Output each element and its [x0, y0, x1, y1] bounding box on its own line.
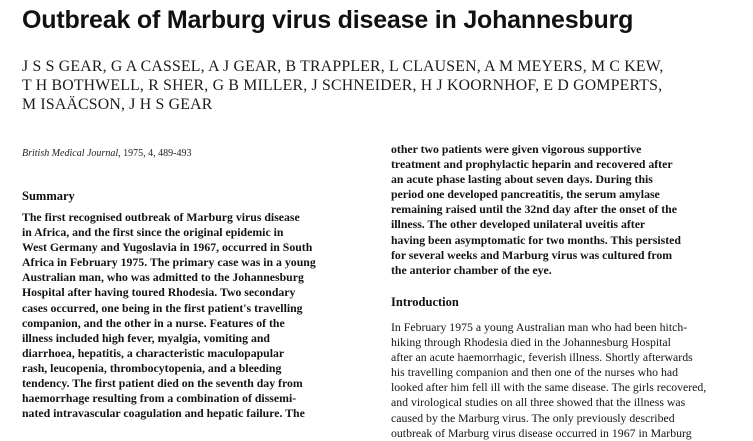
summary-heading: Summary [22, 189, 75, 203]
text-line: an acute phase lasting about seven days. During this [391, 172, 653, 187]
text-line: companion, and the other in a nurse. Features of the [22, 315, 285, 330]
introduction-heading: Introduction [391, 295, 459, 309]
text-line: Africa in February 1975. The primary case was in a young [22, 255, 316, 270]
text-line: The first recognised outbreak of Marburg virus disease [22, 210, 300, 224]
text-line: treatment and prophylactic heparin and recovered after [391, 157, 673, 172]
author-line: J S S GEAR, G A CASSEL, A J GEAR, B TRAPPLER, L CLAUSEN, A M MEYERS, M C KEW, [22, 58, 664, 75]
author-list [22, 57, 732, 114]
text-line: outbreak of Marburg virus disease occurred in 1967 in Marburg [391, 425, 692, 440]
author-line: T H BOTHWELL, R SHER, G B MILLER, J SCHNEIDER, H J KOORNHOF, E D GOMPERTS, [22, 77, 663, 94]
text-line: haemorrhage resulting from a combination of dissemi- [22, 391, 297, 406]
journal-name: British Medical Journal [22, 148, 119, 159]
text-line: the anterior chamber of the eye. [391, 262, 552, 277]
introduction-paragraph [391, 320, 733, 441]
text-line: illness. The other developed unilateral uveitis after [391, 217, 646, 232]
text-line: nated intravascular coagulation and hepatic failure. The [22, 406, 305, 421]
text-line: cases occurred, one being in the first patient's travelling [22, 300, 303, 315]
article-title: Outbreak of Marburg virus disease in Johannesburg [22, 6, 634, 34]
text-line: illness included high fever, myalgia, vomiting and [22, 330, 270, 345]
text-line: other two patients were given vigorous supportive [391, 142, 642, 156]
text-line: after an acute haemorrhagic, feverish illness. Shortly afterwards [391, 350, 693, 365]
text-line: remaining raised until the 32nd day after the onset of the [391, 202, 677, 217]
text-line: Hospital after having toured Rhodesia. Two secondary [22, 285, 296, 300]
text-line: hiking through Rhodesia died in the Johannesburg Hospital [391, 335, 671, 350]
text-line: diarrhoea, hepatitis, a characteristic maculopapular [22, 345, 285, 360]
text-line: period one developed pancreatitis, the serum amylase [391, 187, 660, 202]
text-line: tendency. The first patient died on the seventh day from [22, 376, 303, 391]
text-line: in Africa, and the first since the original epidemic in [22, 225, 284, 240]
text-line: his travelling companion and then one of the nurses who had [391, 365, 678, 380]
text-line: rash, leucopenia, thrombocytopenia, and a bleeding [22, 360, 282, 375]
summary-paragraph [22, 210, 364, 421]
text-line: having been asymptomatic for two months. This persisted [391, 232, 681, 247]
journal-citation [22, 147, 191, 160]
text-line: West Germany and Yugoslavia in 1967, occurred in South [22, 240, 313, 255]
citation-details: , 1975, 4, 489-493 [118, 148, 192, 159]
author-line: M ISAÄCSON, J H S GEAR [22, 96, 213, 113]
text-line: In February 1975 a young Australian man who had been hitch- [391, 320, 688, 334]
text-line: looked after him fell ill with the same disease. The girls recovered, [391, 380, 707, 395]
text-line: and virological studies on all three showed that the illness was [391, 395, 686, 410]
summary-continued-paragraph [391, 142, 733, 278]
text-line: caused by the Marburg virus. The only previously described [391, 410, 675, 425]
text-line: Australian man, who was admitted to the Johannesburg [22, 270, 304, 285]
text-line: for several weeks and Marburg virus was cultured from [391, 247, 673, 262]
